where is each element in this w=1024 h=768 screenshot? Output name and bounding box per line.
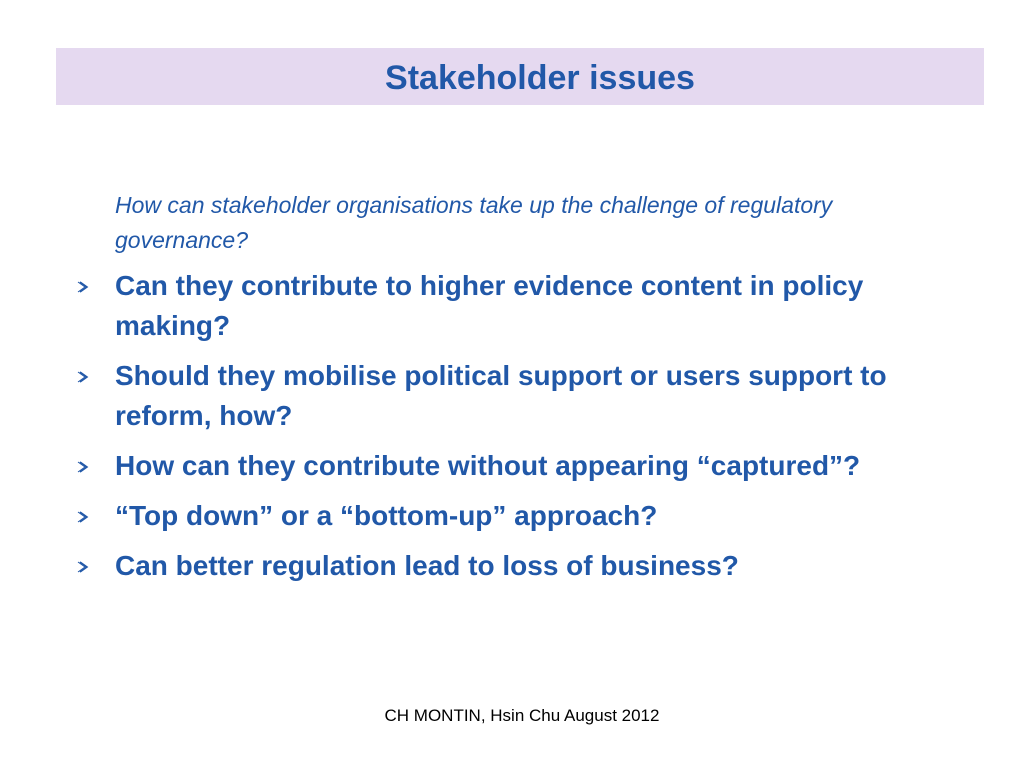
slide-title: Stakeholder issues xyxy=(385,59,695,97)
arrow-bullet-icon xyxy=(76,497,92,535)
bullet-text: Can better regulation lead to loss of business? xyxy=(115,550,739,581)
bullet-item xyxy=(0,266,925,346)
bullet-text: “Top down” or a “bottom-up” approach? xyxy=(115,500,658,531)
slide-footer: CH MONTIN, Hsin Chu August 2012 xyxy=(384,706,660,725)
arrow-bullet-icon xyxy=(76,357,92,395)
intro-question: How can stakeholder organisations take up the challenge of regulatory governance? xyxy=(115,192,833,253)
bullet-item xyxy=(0,446,925,486)
arrow-bullet-icon xyxy=(76,447,92,485)
bullet-text: How can they contribute without appearing “captured”? xyxy=(115,450,861,481)
arrow-bullet-icon xyxy=(76,267,92,305)
arrow-bullet-icon xyxy=(76,547,92,585)
bullet-item xyxy=(0,496,925,536)
bullet-list xyxy=(0,266,1024,596)
bullet-item xyxy=(0,546,925,586)
bullet-text: Should they mobilise political support or users support to reform, how? xyxy=(115,360,887,431)
bullet-item xyxy=(0,356,925,436)
bullet-text: Can they contribute to higher evidence content in policy making? xyxy=(115,270,864,341)
title-bar xyxy=(56,48,984,105)
